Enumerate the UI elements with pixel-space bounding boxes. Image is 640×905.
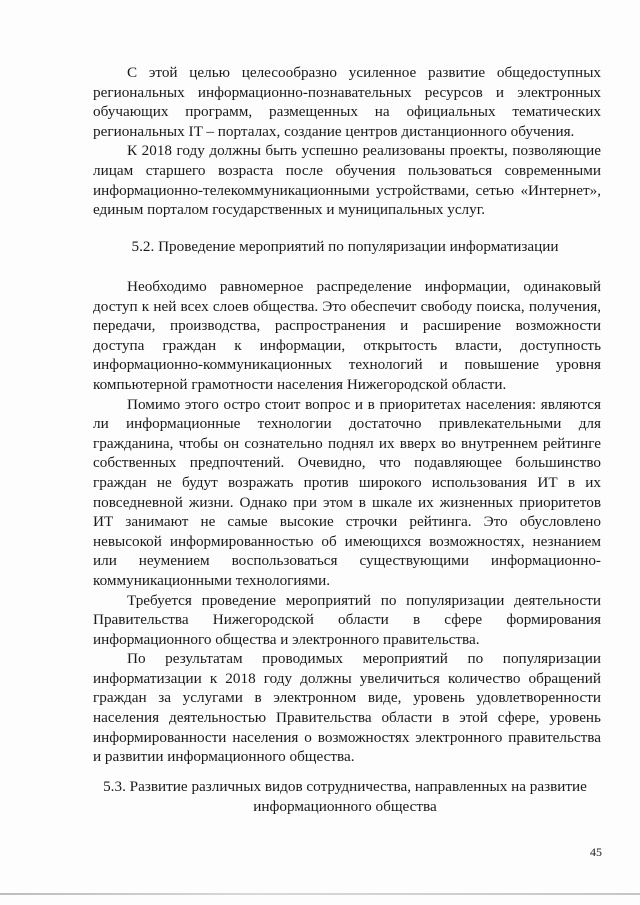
- section-heading-5-2: 5.2. Проведение мероприятий по популяризации информатизации: [131, 238, 559, 255]
- paragraph: Требуется проведение мероприятий по популяризации деятельности Правительства Нижегородской области в сфере формирования информационного общества и электронного правительства.: [93, 591, 601, 648]
- paragraph: Необходимо равномерное распределение информации, одинаковый доступ к ней всех слоев общества. Это обеспечит свободу поиска, получения, передачи, производства, распространения и расширение возможности доступа граждан к информации, открытость власти, доступность информационно-коммуникационных технологий и повышение уровня компьютерной грамотности населения Нижегородской области.: [93, 278, 601, 393]
- heading-line: 5.3. Развитие различных видов сотрудничества, направленных на развитие: [103, 778, 587, 795]
- paragraph: К 2018 году должны быть успешно реализованы проекты, позволяющие лицам старшего возраста после обучения пользоваться современными информационно-телекоммуникационными устройствами, сетью «Интернет», единым порталом государственных и муниципальных услуг.: [93, 142, 601, 219]
- scan-edge-line: [0, 893, 640, 895]
- paragraph: С этой целью целесообразно усиленное развитие общедоступных региональных информационно-познавательных ресурсов и электронных обучающих программ, размещенных на официальных тематических региональных IT – порталах, создание центров дистанционного обучения.: [93, 64, 601, 140]
- paragraph: По результатам проводимых мероприятий по популяризации информатизации к 2018 году должны увеличиться количество обращений граждан за услугами в электронном виде, уровень удовлетворенности населения деятельностью Правительства области в этой сфере, уровень информированности населения о возможностях электронного правительства и развитии информационного общества.: [93, 650, 601, 766]
- page-number: 45: [590, 845, 602, 859]
- section-5-2-text-block: [93, 277, 601, 767]
- paragraph: Помимо этого остро стоит вопрос и в приоритетах населения: являются ли информационные технологии достаточно привлекательными для гражданина, чтобы он сознательно поднял их вверх во внутреннем рейтинге собственных предпочтений. Очевидно, что подавляющее большинство граждан не будут возражать против широкого использования ИТ в их повседневной жизни. Однако при этом в шкале их жизненных приоритетов ИТ занимают не самые высокие строчки рейтинга. Это обусловлено невысокой информированностью об имеющихся возможностях, незнанием или неумением воспользоваться существующими информационно-коммуникационными технологиями.: [93, 395, 601, 589]
- heading-line: информационного общества: [253, 797, 437, 815]
- intro-text-block: [93, 63, 601, 220]
- section-heading-5-3: [80, 777, 610, 816]
